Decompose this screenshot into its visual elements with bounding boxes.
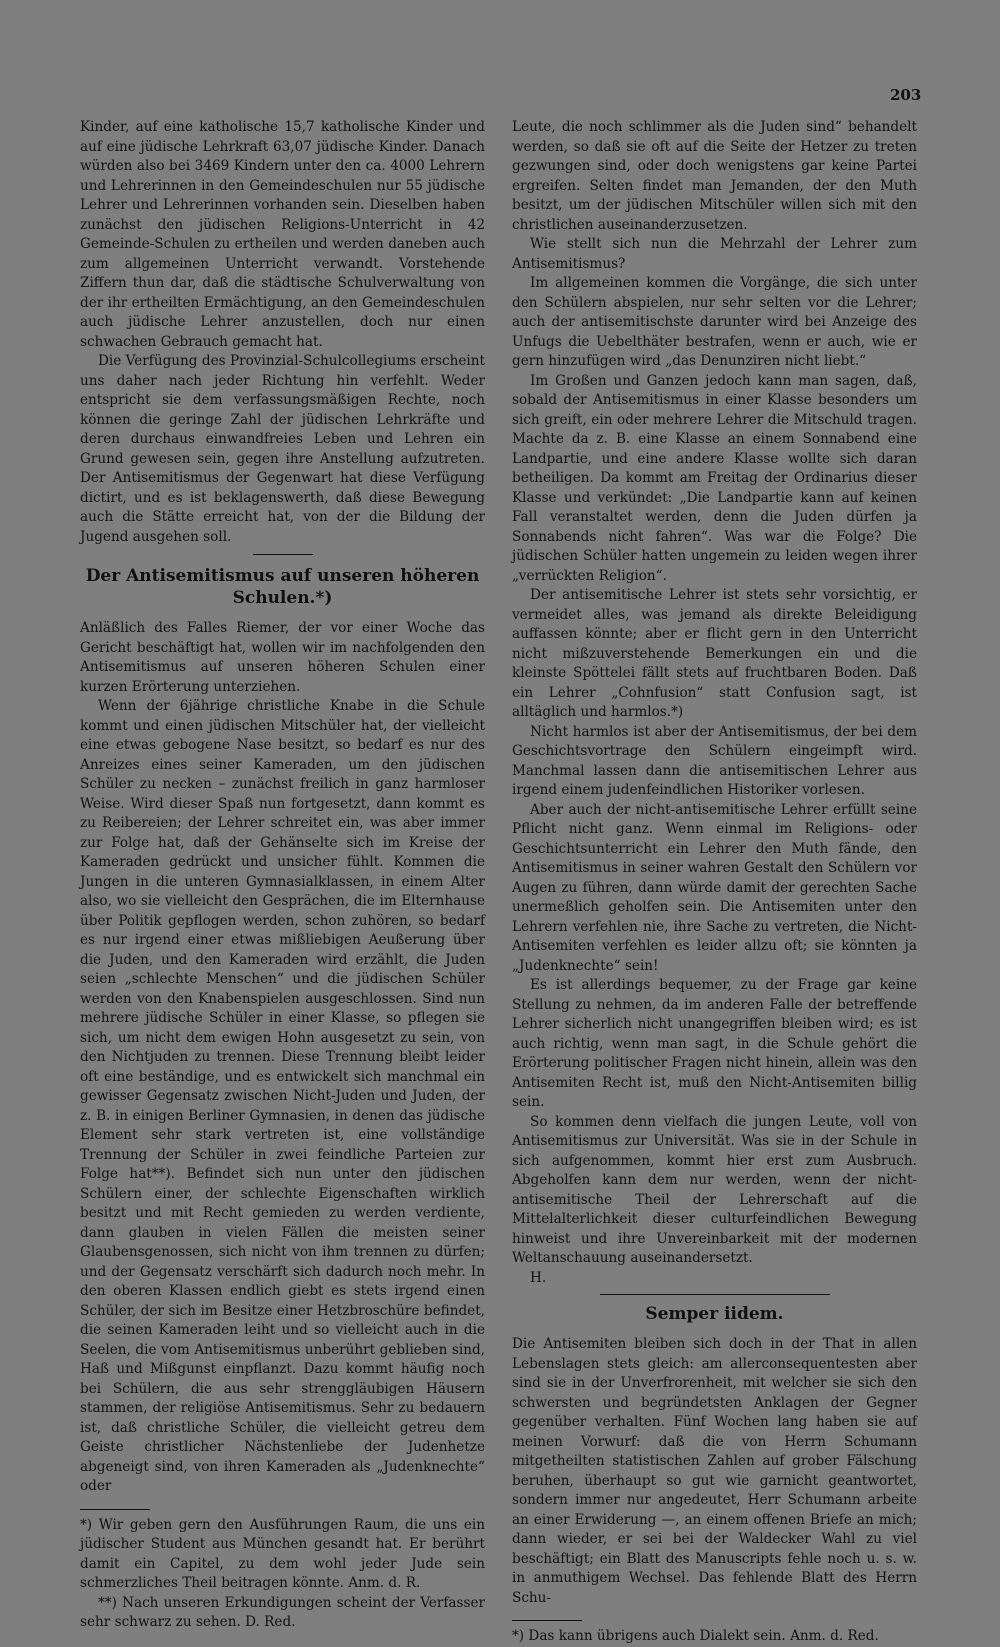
paragraph: Im Großen und Ganzen jedoch kann man sagen, daß, sobald der Antisemitismus in einer Klasse besonders um sich greift, ein oder mehrere Lehrer die Mitschuld tragen. Machte da z. B. eine Klasse an einem Sonnabend eine Landpartie, und eine andere Klasse wollte sich daran betheiligen. Da kommt am Freitag der Ordinarius dieser Klasse und verkündet: „Die Landpartie kann auf keinen Fall veranstaltet werden, denn die Juden dürfen ja Sonnabends nicht fahren“. Was war die Folge? Die jüdischen Schüler hatten ungemein zu leiden wegen ihrer „verrückten Religion“. <box>512 372 917 584</box>
paragraph: So kommen denn vielfach die jungen Leute, voll von Antisemitismus zur Universität. Was sie in der Schule in sich aufgenommen, kommt hier erst zum Ausbruch. Abgeholfen kann dem nur werden, wenn der nicht-antisemitische Theil der Lehrerschaft auf die Mittelalterlichkeit dieser culturfeindlichen Bewegung hinweist und ihre Unvereinbarkeit mit der modernen Weltanschauung auseinandersetzt. <box>512 1113 917 1266</box>
paragraph: Nicht harmlos ist aber der Antisemitismus, der bei dem Geschichtsvortrage den Schülern eingeimpft wird. Manchmal lassen dann die antisemitischen Lehrer aus irgend einem judenfeindlichen Historiker vorlesen. <box>512 723 917 798</box>
section-divider <box>600 1294 830 1295</box>
left-column <box>80 118 485 1633</box>
paragraph: Die Verfügung des Provinzial-Schulcollegiums erscheint uns daher nach jeder Richtung hin verfehlt. Weder entspricht sie dem verfassungsmäßigen Rechte, noch können die geringe Zahl der jüdischen Lehrkräfte und deren durchaus einwandfreies Leben und Lehren ein Grund gewesen sein, gegen ihre Anstellung aufzutreten. Der Antisemitismus der Gegenwart hat diese Verfügung dictirt, und es ist beklagenswerth, daß diese Bewegung auch die Stätte erreicht hat, von der die Bildung der Jugend ausgehen soll. <box>80 353 485 545</box>
page-number: 203 <box>890 86 922 104</box>
footnote: *) Das kann übrigens auch Dialekt sein. Anm. d. Red. <box>512 1628 879 1644</box>
footnote-divider <box>80 1509 150 1510</box>
article2-title: Semper iidem. <box>645 1304 784 1324</box>
paragraph: Aber auch der nicht-antisemitische Lehrer erfüllt seine Pflicht nicht ganz. Wenn einmal im Religions- oder Geschichtsunterricht ein Lehrer den Muth fände, den Antisemitismus in seiner wahren Gestalt den Schülern vor Augen zu führen, dann würde damit der gerechten Sache unermeßlich geholfen sein. Die Antisemiten unter den Lehrern verfehlen nie, ihre Sache zu vertreten, die Nicht-Antisemiten verfehlen es leider allzu oft; sie könnten ja „Judenknechte“ sein! <box>512 801 917 974</box>
paragraph: Der antisemitische Lehrer ist stets sehr vorsichtig, er vermeidet alles, was jemand als direkte Beleidigung auffassen könnte; aber er flicht gern in den Unterricht nicht mißzuverstehende Bemerkungen ein und die kleinste Spöttelei fällt stets auf fruchtbaren Boden. Daß ein Lehrer „Cohnfusion“ statt Confusion sagt, ist alltäglich und harmlos.*) <box>512 587 917 720</box>
paragraph: Anläßlich des Falles Riemer, der vor einer Woche das Gericht beschäftigt hat, wollen wir im nachfolgenden den Antisemitismus auf unseren höheren Schulen einer kurzen Erörterung unterziehen. <box>80 620 485 695</box>
footnote: **) Nach unseren Erkundigungen scheint der Verfasser sehr schwarz zu sehen. D. Red. <box>80 1594 485 1630</box>
paragraph: Es ist allerdings bequemer, zu der Frage gar keine Stellung zu nehmen, da im anderen Falle der betreffende Lehrer sicherlich nicht unangegriffen bleiben wird; es ist auch richtig, wenn man sagt, in die Schule gehört die Erörterung politischer Fragen nicht hinein, allein was den Antisemiten Recht ist, muß den Nicht-Antisemiten billig sein. <box>512 977 917 1110</box>
paragraph: Im allgemeinen kommen die Vorgänge, die sich unter den Schülern abspielen, nur sehr selten vor die Lehrer; auch der antisemitischste darunter wird bei Anzeige des Unfugs die Uebelthäter bestrafen, wenn er auch, wie er gern hinzufügen wird „das Denunziren nicht liebt.“ <box>512 275 917 369</box>
section-divider <box>253 554 313 555</box>
paragraph: Kinder, auf eine katholische 15,7 katholische Kinder und auf eine jüdische Lehrkraft 63,07 jüdische Kinder. Danach würden also bei 3469 Kindern unter den ca. 4000 Lehrern und Lehrerinnen in den Gemeindeschulen nur 55 jüdische Lehrer und Lehrerinnen vorhanden sein. Dieselben haben zunächst den jüdischen Religions-Unterricht in 42 Gemeinde-Schulen zu ertheilen und werden daneben auch zum allgemeinen Unterricht verwandt. Vorstehende Ziffern thun dar, daß die städtische Schulverwaltung von der ihr ertheilten Ermächtigung, an den Gemeindeschulen auch jüdische Lehrer anzustellen, doch nur einen schwachen Gebrauch gemacht hat. <box>80 119 485 350</box>
footnote: *) Wir geben gern den Ausführungen Raum, die uns ein jüdischer Student aus München gesandt hat. Er berührt damit ein Capitel, zu dem wohl jeder Jude sein schmerzliches Theil beitragen könnte. Anm. d. R. <box>80 1516 485 1591</box>
footnote-divider <box>512 1620 582 1621</box>
paragraph: Leute, die noch schlimmer als die Juden sind“ behandelt werden, so daß sie oft auf die Seite der Hetzer zu treten gezwungen sind, oder doch wenigstens gar keine Partei ergreifen. Selten findet man Jemanden, der den Muth besitzt, um der jüdischen Mitschüler willen sich mit den christlichen auseinanderzusetzen. <box>512 119 917 233</box>
paragraph: Wenn der 6jährige christliche Knabe in die Schule kommt und einen jüdischen Mitschüler hat, der vielleicht eine etwas gebogene Nase besitzt, so bedarf es nur des Anreizes eines seiner Kameraden, um den jüdischen Schüler zu necken – zunächst freilich in ganz harmloser Weise. Wird dieser Spaß nun fortgesetzt, dann kommt es zu Reibereien; der Lehrer schreitet ein, was aber immer zur Folge hat, daß der Gehänselte sich im Kreise der Kameraden gedrückt und unsicher fühlt. Kommen die Jungen in die unteren Gymnasialklassen, in einem Alter also, wo sie vielleicht den Gesprächen, die im Elternhause über Politik gepflogen werden, schon zuhören, so bedarf es nur irgend einer etwas mißliebigen Aeußerung über die Juden, und den Kameraden wird erzählt, die Juden seien „schlechte Menschen“ und die jüdischen Schüler werden von den Knabenspielen ausgeschlossen. Sind nun mehrere jüdische Schüler in einer Klasse, so pflegen sie sich, um nicht dem ewigen Hohn ausgesetzt zu sein, von den Nichtjuden zu trennen. Diese Trennung bleibt leider oft eine beständige, und es entwickelt sich manchmal ein gewisser Gegensatz zwischen Nicht-Juden und Juden, der z. B. in einigen Berliner Gymnasien, in denen das jüdische Element sehr stark vertreten ist, eine vollständige Trennung der Schüler in zwei feindliche Parteien zur Folge hat**). Befindet sich nun unter den jüdischen Schülern einer, der schlechte Eigenschaften wirklich besitzt und mit Recht gemieden zu werden verdiente, dann glauben in vielen Fällen die meisten seiner Glaubensgenossen, sich nicht von ihm trennen zu dürfen; und der Gegensatz verschärft sich dadurch noch mehr. In den oberen Klassen endlich giebt es stets irgend einen Schüler, der sich im Besitze einer Hetzbroschüre befindet, die seinen Kameraden leiht und so vielleicht auch in die Seelen, die vom Antisemitismus unberührt geblieben sind, Haß und Mißgunst einpflanzt. Dazu kommt häufig noch bei Schülern, die aus sehr strenggläubigen Häusern stammen, der religiöse Antisemitismus. Sehr zu bedauern ist, daß christliche Schüler, die vielleicht getreu dem Geiste christlicher Nächstenliebe der Judenhetze abgeneigt sind, von ihren Kameraden als „Judenknechte“ oder <box>80 698 485 1494</box>
right-column <box>512 118 917 1647</box>
paragraph: Wie stellt sich nun die Mehrzahl der Lehrer zum Antisemitismus? <box>512 236 917 272</box>
paragraph: Die Antisemiten bleiben sich doch in der That in allen Lebenslagen stets gleich: am allerconsequentesten aber sind sie in der Unverfrorenheit, mit welcher sie sich den schwersten und begründetsten Anklagen der Gegner gegenüber verhalten. Fünf Wochen lang haben sie auf meinen Vorwurf: daß die von Herrn Schumann mitgetheilten statistischen Zahlen auf grober Fälschung beruhen, überhaupt so gut wie garnicht geantwortet, sondern immer nur angedeutet, Herr Schumann arbeite an einer Erwiderung —, an einem offenen Briefe an mich; dann wieder, er sei bei der Waldecker Wahl zu viel beschäftigt; ein Blatt des Manuscripts fehle noch u. s. w. in anmuthigem Wechsel. Das fehlende Blatt des Herrn Schu- <box>512 1336 917 1606</box>
article-title: Der Antisemitismus auf unseren höheren Schulen.*) <box>85 566 480 608</box>
author-signature: H. <box>530 1269 547 1286</box>
